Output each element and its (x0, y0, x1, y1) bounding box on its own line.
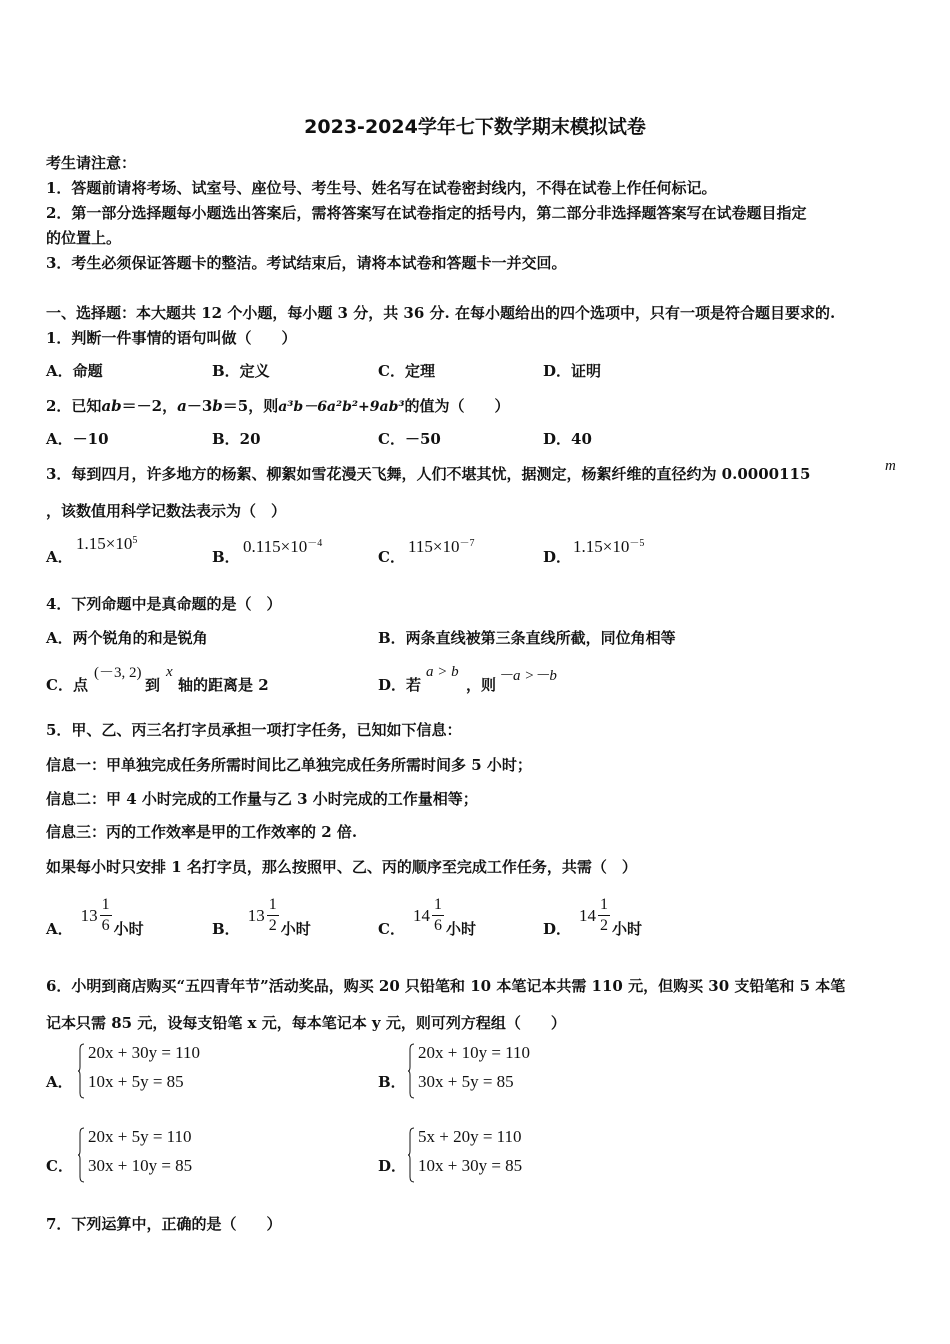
q2-option-a: A．－10 (46, 430, 109, 448)
q6-option-a-system: 20x + 30y = 110 10x + 5y = 85 (78, 1043, 278, 1101)
q2-expression: a³b－6a²b²+9ab³ (278, 399, 405, 415)
notice-item-1: 1．答题前请将考场、试室号、座位号、考生号、姓名写在试卷密封线内，不得在试卷上作任何标记。 (46, 179, 717, 197)
q2-option-c: C．－50 (378, 430, 441, 448)
q4-option-c-axis: x (166, 664, 173, 680)
q4-option-c-label: C．点 (46, 676, 88, 694)
page-title: 2023-2024学年七下数学期末模拟试卷 (304, 116, 646, 138)
q3-option-c: $115\times 10^{-7}$ (408, 537, 475, 556)
q5-stem: 5．甲、乙、丙三名打字员承担一项打字任务，已知如下信息： (46, 721, 462, 739)
notice-item-2: 2．第一部分选择题每小题选出答案后，需将答案写在试卷指定的括号内，第二部分非选择题答案写在试卷题目指定 (46, 204, 807, 222)
brace-icon (78, 1127, 84, 1183)
q3-option-b-label: B． (212, 548, 240, 566)
brace-icon (78, 1043, 84, 1099)
q4-stem: 4．下列命题中是真命题的是（ ） (46, 595, 282, 613)
q4-option-b: B．两条直线被第三条直线所截，同位角相等 (378, 629, 676, 647)
q6-option-d-label: D． (378, 1157, 407, 1175)
q6-stem-line2: 记本只需 85 元，设每支铅笔 x 元，每本笔记本 y 元，则可列方程组（ ） (46, 1014, 566, 1032)
q3-stem-line1: 3．每到四月，许多地方的杨絮、柳絮如雪花漫天飞舞，人们不堪其忧，据测定，杨絮纤维的直径约为 0.0000115 (46, 465, 811, 483)
q4-option-d-label: D．若 (378, 676, 422, 694)
q4-option-d-mid: ，则 (466, 676, 497, 694)
q1-option-b: B．定义 (212, 362, 270, 380)
q6-option-c-label: C． (46, 1157, 73, 1175)
q4-option-c-point: (－3, 2) (94, 665, 142, 681)
q3-option-a-label: A． (46, 548, 73, 566)
q5-option-b: B． 13 $\frac{1}{2}$ 小时 (212, 896, 311, 938)
q6-option-b-label: B． (378, 1073, 406, 1091)
q6-stem-line1: 6．小明到商店购买“五四青年节”活动奖品，购买 20 只铅笔和 10 本笔记本共需 110 元，但购买 30 支铅笔和 5 本笔 (46, 977, 846, 995)
q3-option-d-label: D． (543, 548, 572, 566)
notice-item-2-cont: 的位置上。 (46, 229, 122, 247)
q2-option-d: D．40 (543, 430, 592, 448)
q4-option-c-text: 轴的距离是 2 (178, 676, 269, 694)
q5-option-a: A． 13 $\frac{1}{6}$ 小时 (46, 896, 144, 938)
q6-option-a-label: A． (46, 1073, 73, 1091)
q4-option-d-result: －a >－b (498, 668, 557, 684)
q2-option-b: B．20 (212, 430, 261, 448)
q3-unit: m (885, 458, 896, 474)
q1-option-c: C．定理 (378, 362, 435, 380)
notice-heading: 考生请注意： (46, 154, 137, 172)
q4-option-c-mid: 到 (145, 676, 161, 694)
q7-stem: 7．下列运算中，正确的是（ ） (46, 1215, 282, 1233)
q1-stem: 1．判断一件事情的语句叫做（ ） (46, 329, 297, 347)
notice-item-3: 3．考生必须保证答题卡的整洁。考试结束后，请将本试卷和答题卡一并交回。 (46, 254, 567, 272)
section-heading: 一、选择题：本大题共 12 个小题，每小题 3 分，共 36 分. 在每小题给出的四个选项中，只有一项是符合题目要求的. (46, 304, 836, 322)
q5-info-2: 信息二：甲 4 小时完成的工作量与乙 3 小时完成的工作量相等； (46, 790, 478, 808)
q1-option-d: D．证明 (543, 362, 602, 380)
q3-option-c-label: C． (378, 548, 405, 566)
q4-option-a: A．两个锐角的和是锐角 (46, 629, 208, 647)
q5-option-c: C． 14 $\frac{1}{6}$ 小时 (378, 896, 476, 938)
brace-icon (408, 1043, 414, 1099)
q1-option-a: A．命题 (46, 362, 103, 380)
q5-question: 如果每小时只安排 1 名打字员，那么按照甲、乙、丙的顺序至完成工作任务，共需（ ） (46, 858, 637, 876)
q6-option-d-system: 5x + 20y = 110 10x + 30y = 85 (408, 1127, 608, 1185)
q5-option-d: D． 14 $\frac{1}{2}$ 小时 (543, 896, 643, 938)
q6-option-b-system: 20x + 10y = 110 30x + 5y = 85 (408, 1043, 608, 1101)
q3-option-b: $0.115\times 10^{-4}$ (243, 537, 323, 556)
q3-stem-line2: ，该数值用科学记数法表示为（ ） (46, 502, 287, 520)
q3-option-d: $1.15\times 10^{-5}$ (573, 537, 645, 556)
brace-icon (408, 1127, 414, 1183)
q2-stem: 2．已知ab＝－2，a－3b＝5，则a³b－6a²b²+9ab³的值为（ ） (46, 397, 510, 415)
q6-option-c-system: 20x + 5y = 110 30x + 10y = 85 (78, 1127, 278, 1185)
q5-info-3: 信息三：丙的工作效率是甲的工作效率的 2 倍. (46, 823, 358, 841)
q4-option-d-cond: a > b (426, 664, 459, 680)
q5-info-1: 信息一：甲单独完成任务所需时间比乙单独完成任务所需时间多 5 小时； (46, 756, 532, 774)
q3-option-a: $1.15\times 10^5$ (76, 534, 138, 553)
